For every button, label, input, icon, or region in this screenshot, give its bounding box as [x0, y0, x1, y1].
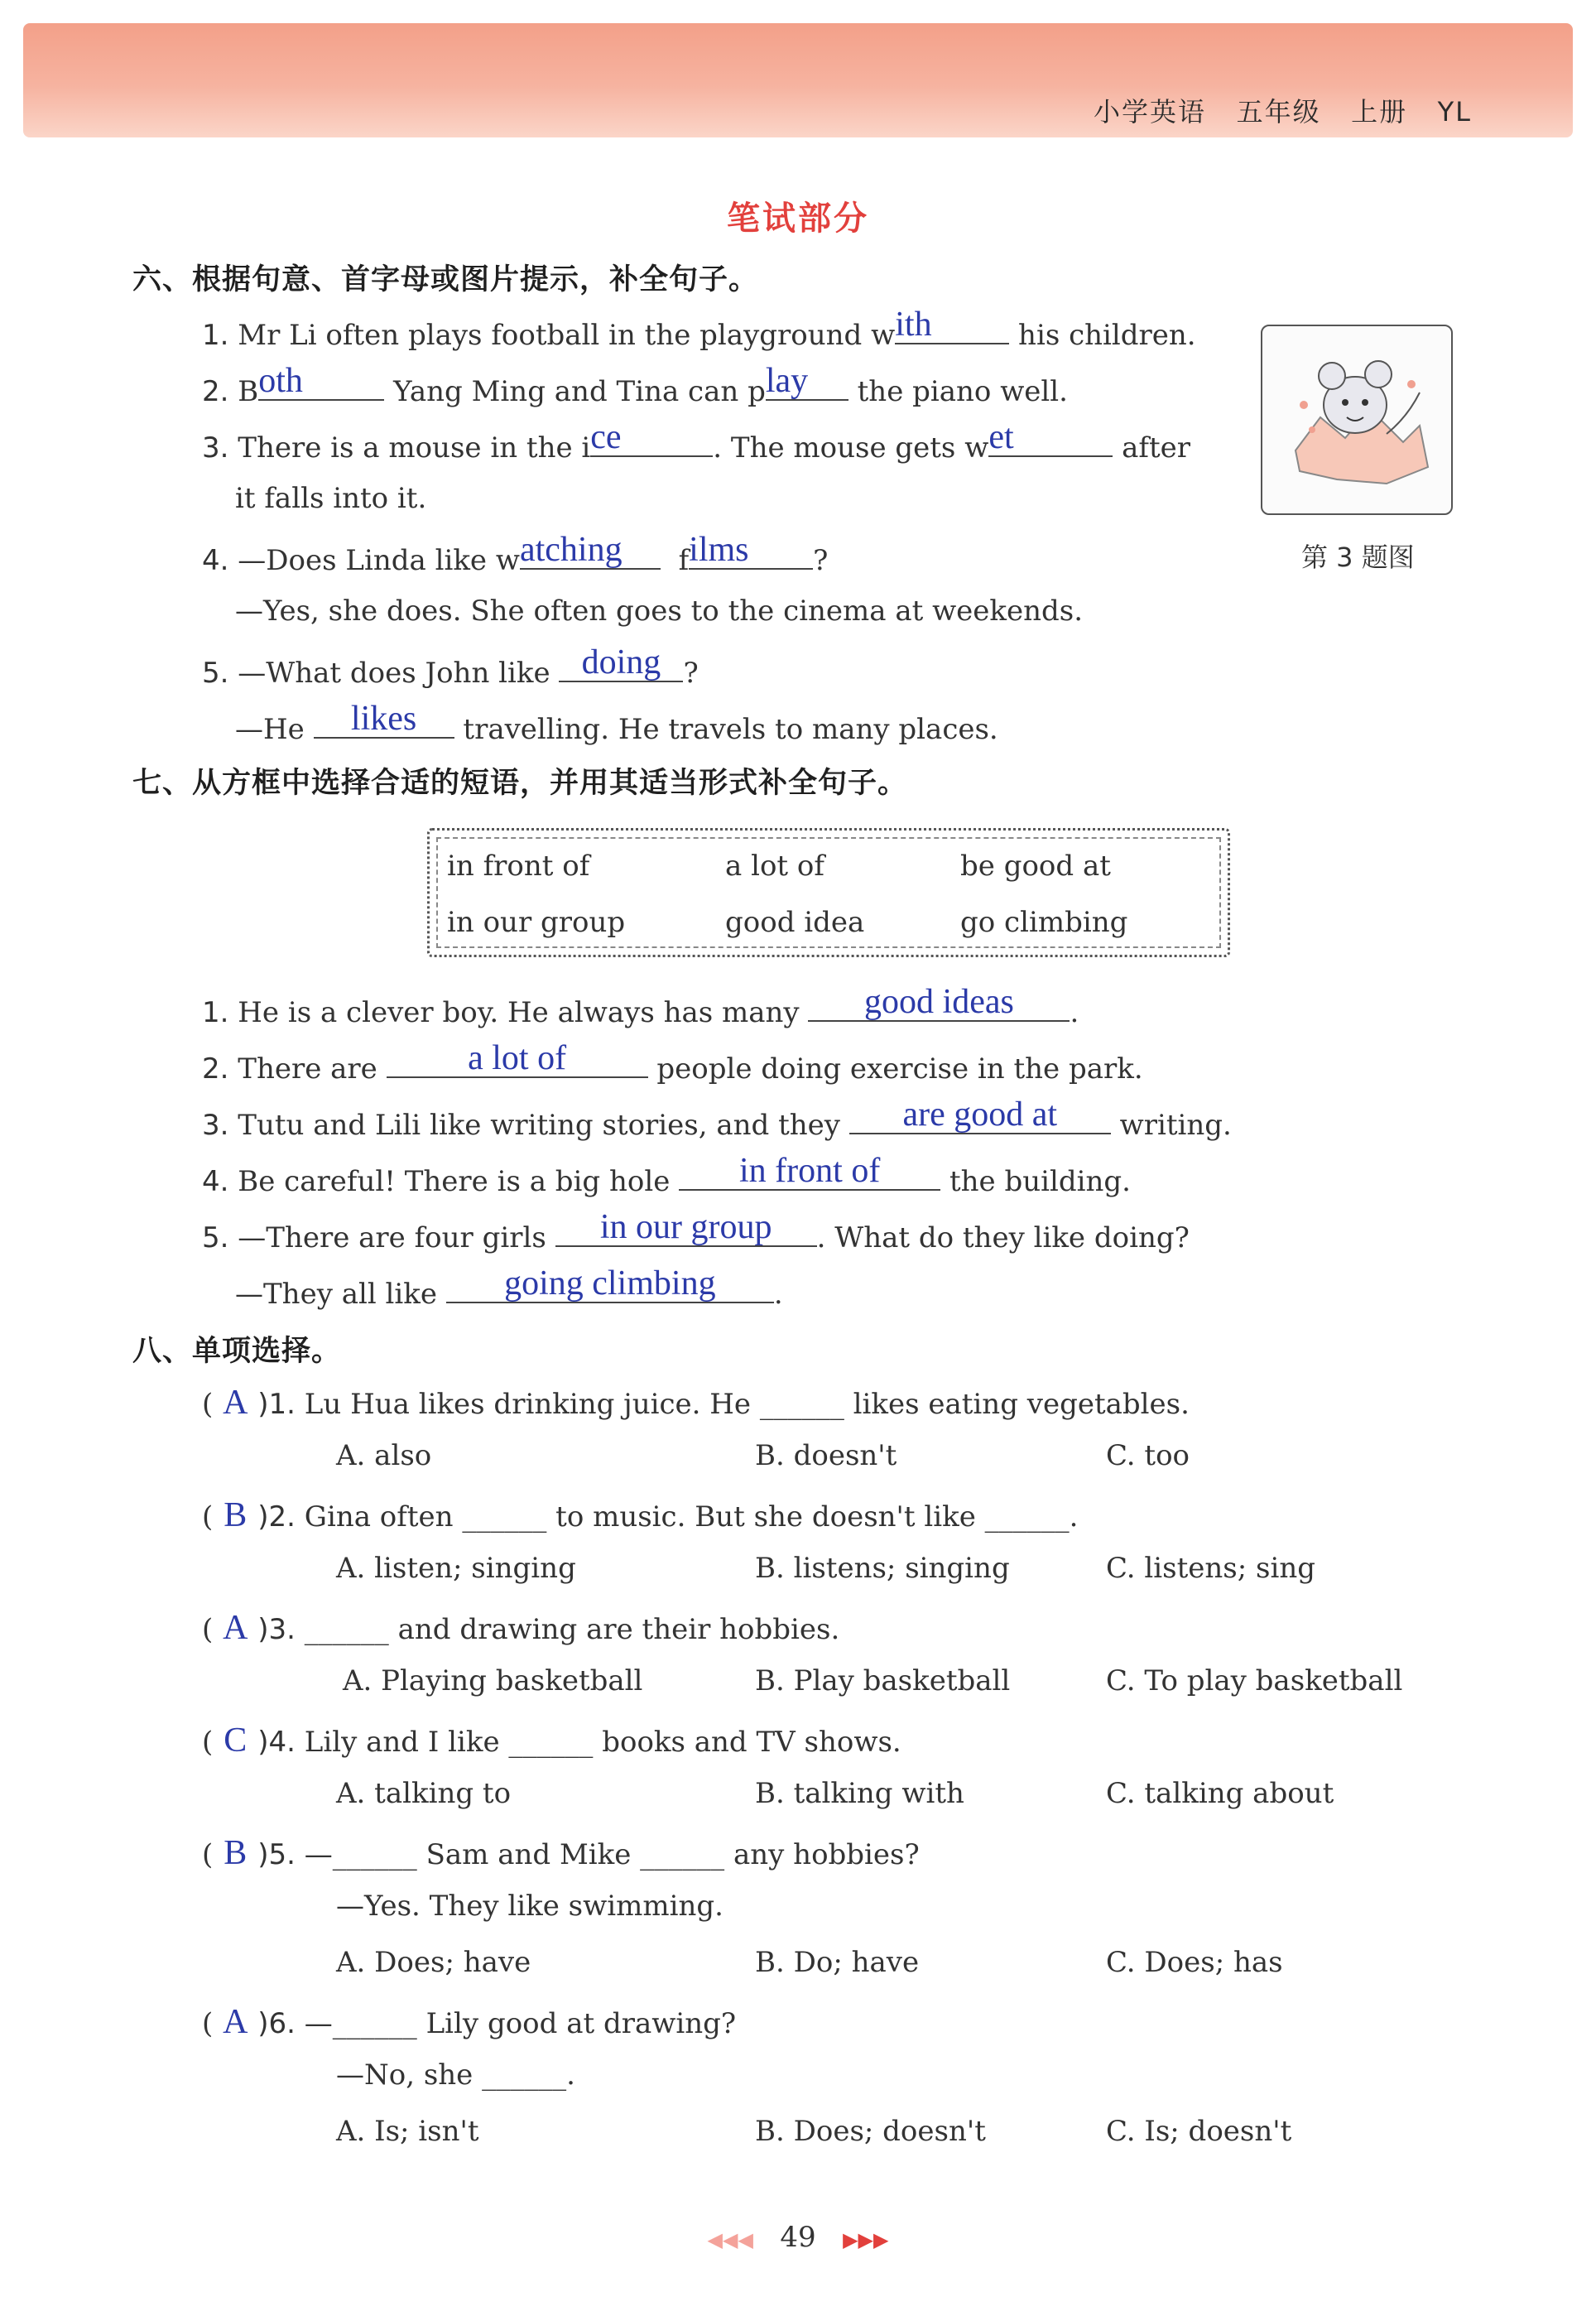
s8-q2-answer[interactable]: B: [224, 1496, 248, 1534]
s8-q5-option-c: C. Does; has: [1106, 1946, 1283, 1979]
s8-q3: ( A )3. ______ and drawing are their hobbies.: [202, 1609, 840, 1647]
s8-q6-reply: —No, she ______.: [336, 2058, 575, 2092]
s6-q3-blank-2[interactable]: et: [988, 426, 1113, 457]
s7-q3: 3. Tutu and Lili like writing stories, and they are good at writing.: [202, 1095, 1232, 1142]
phrase-item: in our group: [447, 906, 626, 939]
s7-q1: 1. He is a clever boy. He always has many good ideas .: [202, 983, 1079, 1029]
header-info: [1094, 91, 1472, 129]
phrase-item: be good at: [960, 850, 1111, 883]
s8-q4-option-b: B. talking with: [755, 1777, 964, 1810]
s8-q4-option-c: C. talking about: [1106, 1777, 1334, 1810]
header-grade: 五年级: [1236, 96, 1321, 128]
s8-q6-option-a: A. Is; isn't: [336, 2115, 479, 2148]
s8-q4-answer[interactable]: C: [224, 1721, 248, 1760]
s8-q6: ( A )6. —______ Lily good at drawing?: [202, 2003, 737, 2041]
s7-q2-blank[interactable]: a lot of: [387, 1047, 648, 1078]
s6-q2: 2. B oth Yang Ming and Tina can p lay the piano well.: [202, 362, 1068, 408]
s8-q1: ( A )1. Lu Hua likes drinking juice. He ______ likes eating vegetables.: [202, 1384, 1190, 1422]
s8-q3-option-c: C. To play basketball: [1106, 1664, 1403, 1697]
s6-q4-blank-1[interactable]: atching: [520, 538, 661, 570]
s8-q2: ( B )2. Gina often ______ to music. But she doesn't like ______.: [202, 1496, 1079, 1534]
s6-q3-blank-1[interactable]: ce: [590, 426, 713, 457]
s8-q2-option-b: B. listens; singing: [755, 1552, 1010, 1585]
s8-q3-answer[interactable]: A: [223, 1609, 248, 1647]
s6-q2-blank-1[interactable]: oth: [258, 369, 384, 401]
s8-q5-answer[interactable]: B: [224, 1834, 248, 1872]
s7-q2: 2. There are a lot of people doing exercise in the park.: [202, 1039, 1143, 1086]
section-6-heading: 六、根据句意、首字母或图片提示，补全句子。: [132, 263, 759, 296]
s8-q5-option-b: B. Do; have: [755, 1946, 920, 1979]
next-arrows-icon: ▶▶▶: [843, 2228, 889, 2251]
page-title: 笔试部分: [727, 200, 869, 238]
s6-q5-blank-2[interactable]: likes: [314, 707, 454, 739]
s7-q5-blank-1[interactable]: in our group: [555, 1216, 817, 1247]
mouse-in-ice-picture: [1261, 325, 1453, 515]
s7-q4: 4. Be careful! There is a big hole in front of the building.: [202, 1152, 1131, 1198]
s6-q5-blank-1[interactable]: doing: [559, 651, 683, 682]
s8-q2-option-c: C. listens; sing: [1106, 1552, 1315, 1585]
s6-q3: 3. There is a mouse in the i ce . The mouse gets w et after: [202, 418, 1191, 465]
s8-q3-option-b: B. Play basketball: [755, 1664, 1011, 1697]
s6-q1: 1. Mr Li often plays football in the playground w ith his children.: [202, 306, 1196, 352]
s8-q4-option-a: A. talking to: [336, 1777, 512, 1810]
s6-q4: 4. —Does Linda like w atching f ilms ?: [202, 531, 829, 577]
s8-q6-answer[interactable]: A: [223, 2003, 248, 2041]
s8-q1-option-c: C. too: [1106, 1439, 1190, 1472]
s8-q4: ( C )4. Lily and I like ______ books and TV shows.: [202, 1721, 901, 1760]
s7-q3-blank[interactable]: are good at: [849, 1103, 1111, 1134]
s6-q3-cont: it falls into it.: [235, 482, 427, 515]
s7-q1-blank[interactable]: good ideas: [808, 990, 1070, 1022]
s8-q5-reply: —Yes. They like swimming.: [336, 1890, 723, 1923]
s8-q5-option-a: A. Does; have: [336, 1946, 531, 1979]
prev-arrows-icon: ◀◀◀: [707, 2228, 753, 2251]
section-8-heading: 八、单项选择。: [132, 1335, 342, 1368]
s6-q4-blank-2[interactable]: ilms: [689, 538, 813, 570]
s6-q5-reply: —He likes travelling. He travels to many places.: [235, 700, 998, 746]
picture-caption: 第 3 题图: [1301, 542, 1415, 573]
header-course: 小学英语: [1094, 96, 1207, 128]
phrase-item: good idea: [725, 906, 865, 939]
page-number: 49: [780, 2221, 816, 2254]
s8-q1-option-a: A. also: [336, 1439, 432, 1472]
s8-q5: ( B )5. —______ Sam and Mike ______ any hobbies?: [202, 1834, 920, 1872]
phrase-item: a lot of: [725, 850, 824, 883]
header-edition: YL: [1437, 96, 1472, 128]
page-footer: [0, 2221, 1596, 2254]
s8-q1-answer[interactable]: A: [223, 1384, 248, 1422]
s6-q4-reply: —Yes, she does. She often goes to the cinema at weekends.: [235, 595, 1084, 628]
s8-q6-option-b: B. Does; doesn't: [755, 2115, 986, 2148]
s6-q1-blank[interactable]: ith: [895, 313, 1009, 344]
phrase-item: go climbing: [960, 906, 1128, 939]
section-7-heading: 七、从方框中选择合适的短语，并用其适当形式补全句子。: [132, 767, 908, 800]
s8-q2-option-a: A. listen; singing: [336, 1552, 576, 1585]
s6-q5: 5. —What does John like doing ?: [202, 643, 699, 690]
phrase-item: in front of: [447, 850, 590, 883]
s7-q4-blank[interactable]: in front of: [679, 1159, 940, 1191]
s8-q6-option-c: C. Is; doesn't: [1106, 2115, 1292, 2148]
s8-q1-option-b: B. doesn't: [755, 1439, 897, 1472]
s8-q3-option-a: A. Playing basketball: [343, 1664, 643, 1697]
s6-q2-blank-2[interactable]: lay: [766, 369, 848, 401]
s7-q5-blank-2[interactable]: going climbing: [446, 1272, 774, 1303]
s7-q5: 5. —There are four girls in our group . What do they like doing?: [202, 1208, 1190, 1254]
s7-q5-reply: —They all like going climbing .: [235, 1264, 783, 1311]
header-volume: 上册: [1351, 96, 1408, 128]
